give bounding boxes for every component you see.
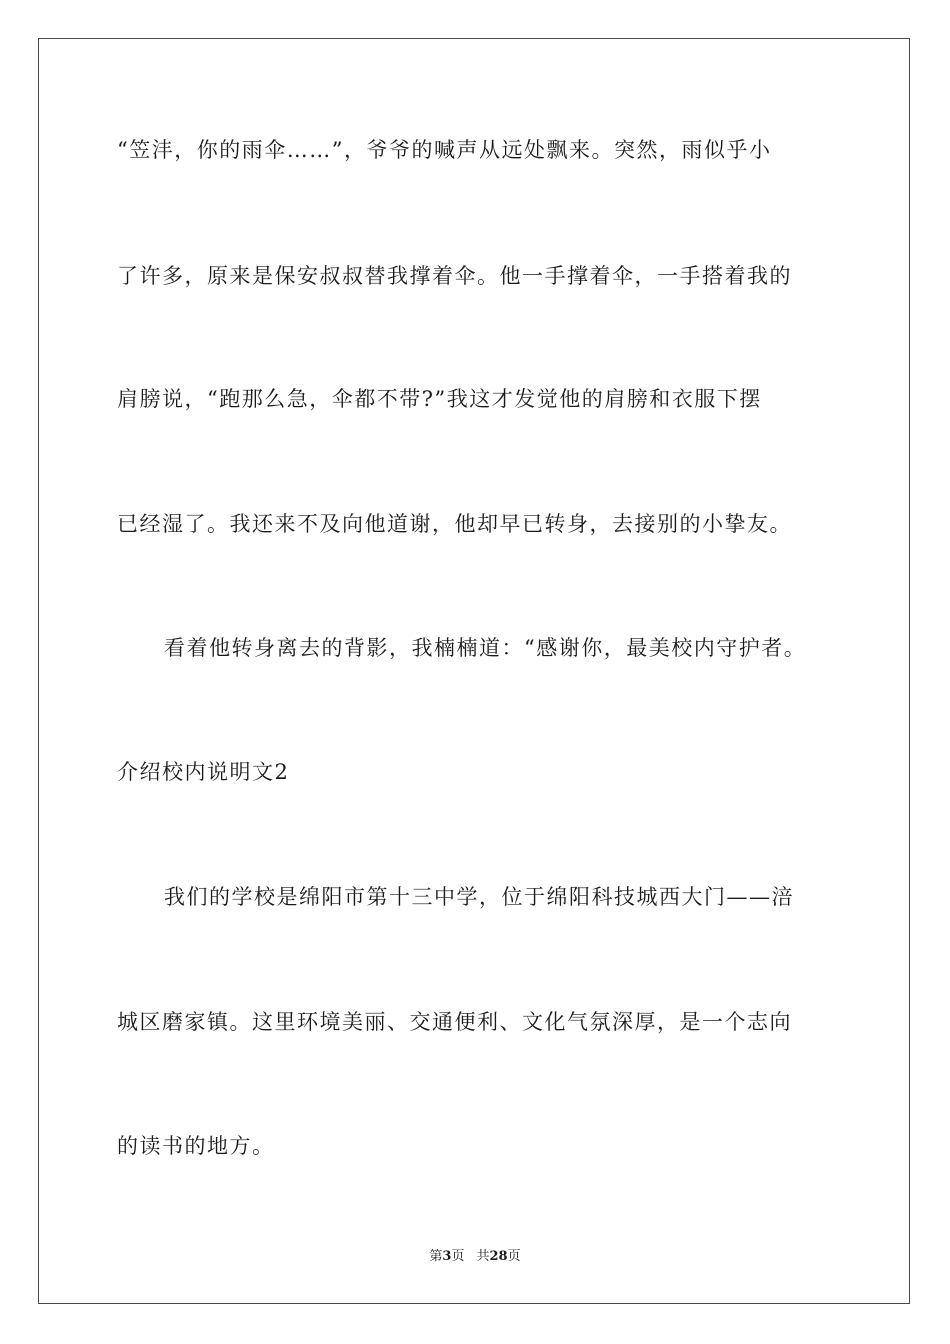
paragraph-line-1: “笠沣，你的雨伞……”，爷爷的喊声从远处飘来。突然，雨似乎小: [117, 138, 772, 162]
paragraph-line-3: 肩膀说，“跑那么急，伞都不带?”我这才发觉他的肩膀和衣服下摆: [117, 387, 762, 411]
paragraph-line-6: 我们的学校是绵阳市第十三中学，位于绵阳科技城西大门——涪: [164, 885, 794, 909]
current-page-number: 3: [442, 1249, 452, 1264]
page-prefix: 第: [429, 1249, 443, 1264]
total-page-count: 28: [489, 1249, 508, 1264]
paragraph-line-2: 了许多，原来是保安叔叔替我撑着伞。他一手撑着伞，一手搭着我的: [117, 264, 792, 288]
paragraph-line-8: 的读书的地方。: [117, 1134, 275, 1158]
paragraph-line-5: 看着他转身离去的背影，我楠楠道：“感谢你，最美校内守护者。: [164, 636, 807, 660]
section-heading: 介绍校内说明文2: [117, 760, 290, 784]
page-number-footer: [0, 1248, 950, 1266]
page-border: [38, 38, 910, 1304]
total-prefix: 共: [476, 1249, 490, 1264]
total-suffix: 页: [507, 1249, 521, 1264]
paragraph-line-7: 城区磨家镇。这里环境美丽、交通便利、文化气氛深厚，是一个志向: [117, 1010, 792, 1034]
page-suffix: 页: [451, 1249, 465, 1264]
paragraph-line-4: 已经湿了。我还来不及向他道谢，他却早已转身，去接别的小挚友。: [117, 512, 792, 536]
